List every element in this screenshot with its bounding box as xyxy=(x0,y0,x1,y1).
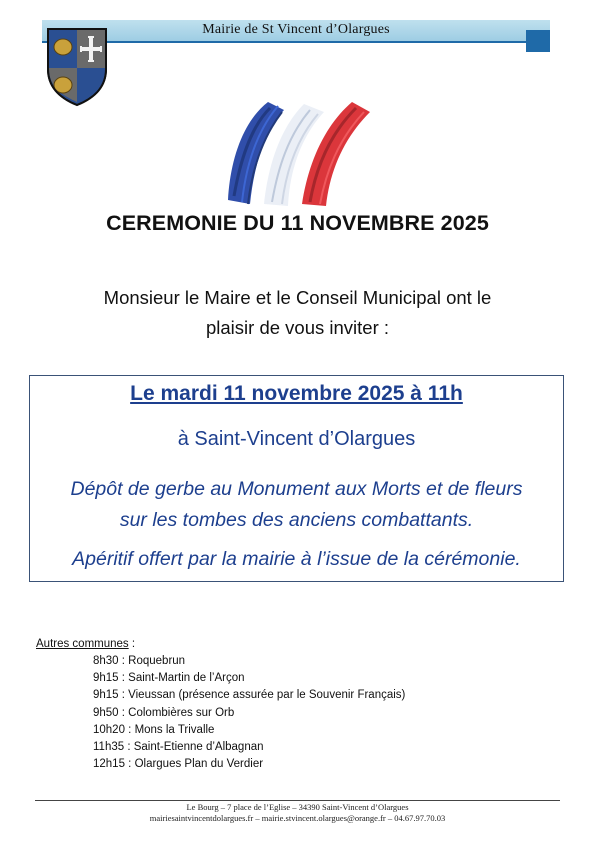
footer-divider xyxy=(35,800,560,801)
list-item: 10h20 : Mons la Trivalle xyxy=(93,723,215,736)
communes-list xyxy=(93,653,405,773)
header-bar xyxy=(42,20,550,42)
list-item: 9h15 : Vieussan (présence assurée par le Souvenir Français) xyxy=(93,689,406,702)
event-details-box xyxy=(29,375,564,582)
other-communes-heading: Autres communes : xyxy=(36,638,136,650)
footer-address: Le Bourg – 7 place de l’Eglise – 34390 Saint-Vincent d’Olargues xyxy=(186,802,409,812)
event-description-line-1: Dépôt de gerbe au Monument aux Morts et de fleurs xyxy=(70,478,523,500)
event-aperitif: Apéritif offert par la mairie à l’issue de la cérémonie. xyxy=(72,548,521,570)
page-title: CEREMONIE DU 11 NOVEMBRE 2025 xyxy=(106,211,489,235)
event-date: Le mardi 11 novembre 2025 à 11h xyxy=(130,382,463,405)
list-item: 12h15 : Olargues Plan du Verdier xyxy=(93,758,264,771)
footer xyxy=(0,802,595,824)
list-item: 9h15 : Saint-Martin de l’Arçon xyxy=(93,672,245,685)
invitation-text xyxy=(40,283,555,343)
coat-of-arms-icon xyxy=(44,25,110,107)
header-title: Mairie de St Vincent d’Olargues xyxy=(202,22,390,37)
invitation-line-2: plaisir de vous inviter : xyxy=(205,317,390,338)
header-bar-underline xyxy=(42,41,526,43)
event-description xyxy=(30,474,563,536)
list-item: 11h35 : Saint-Etienne d’Albagnan xyxy=(93,740,264,753)
french-flag-brush-icon xyxy=(220,92,380,210)
other-communes xyxy=(36,638,405,773)
event-description-line-2: sur les tombes des anciens combattants. xyxy=(119,509,474,531)
list-item: 8h30 : Roquebrun xyxy=(93,655,186,667)
event-place: à Saint-Vincent d’Olargues xyxy=(177,428,416,450)
invitation-line-1: Monsieur le Maire et le Conseil Municipal ont le xyxy=(103,287,492,308)
footer-contact: mairiesaintvincentdolargues.fr – mairie.stvincent.olargues@orange.fr – 04.67.97.70.03 xyxy=(149,813,446,823)
list-item: 9h50 : Colombières sur Orb xyxy=(93,706,235,719)
